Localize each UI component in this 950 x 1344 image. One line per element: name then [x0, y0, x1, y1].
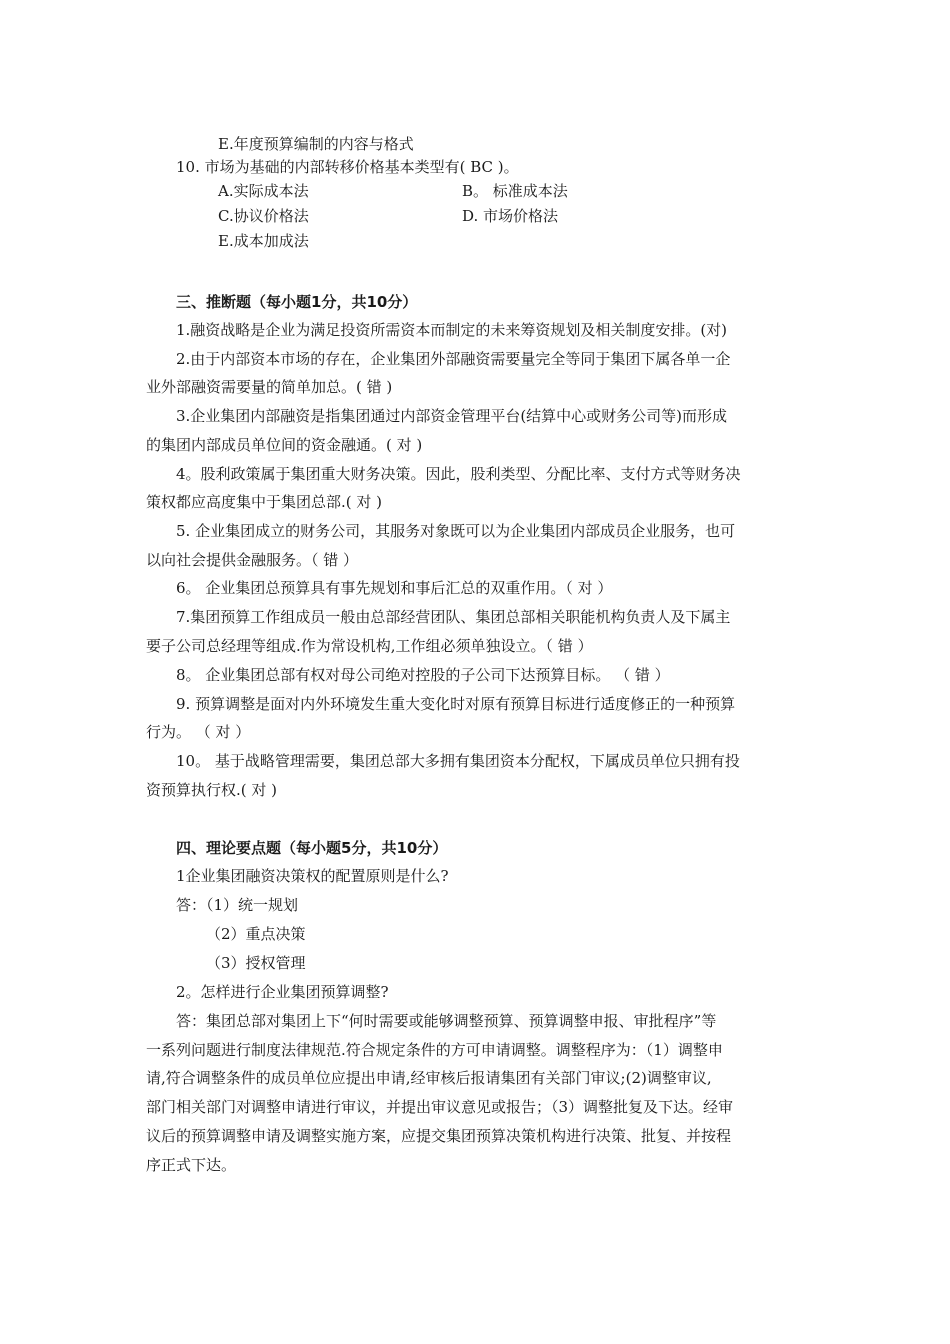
section3-line: 要子公司总经理等组成.作为常设机构,工作组必须单独设立。（ 错 ） — [146, 637, 593, 655]
section3-line: 9. 预算调整是面对内外环境发生重大变化时对原有预算目标进行适度修正的一种预算 — [176, 695, 736, 713]
section4-line: 部门相关部门对调整申请进行审议，并提出审议意见或报告；（3）调整批复及下达。经审 — [146, 1098, 734, 1116]
section3-line: 的集团内部成员单位间的资金融通。( 对 ) — [146, 436, 423, 454]
section3-line: 6。 企业集团总预算具有事先规划和事后汇总的双重作用。（ 对 ） — [176, 579, 613, 597]
q10-stem: 10. 市场为基础的内部转移价格基本类型有( BC )。 — [176, 158, 519, 176]
q10-option-c: C.协议价格法 — [218, 207, 309, 225]
section3-line: 策权都应高度集中于集团总部.( 对 ) — [146, 493, 383, 511]
q10-option-b: B。 标准成本法 — [462, 182, 568, 200]
section3-line: 7.集团预算工作组成员一般由总部经营团队、集团总部相关职能机构负责人及下属主 — [176, 608, 731, 626]
section4-line: 答：（1）统一规划 — [176, 896, 299, 914]
section3-line: 10。 基于战略管理需要，集团总部大多拥有集团资本分配权，下属成员单位只拥有投 — [176, 752, 740, 770]
q9-option-e: E.年度预算编制的内容与格式 — [218, 135, 414, 153]
q10-option-e: E.成本加成法 — [218, 232, 309, 250]
section4-line: 答：集团总部对集团上下“何时需要或能够调整预算、预算调整申报、审批程序”等 — [176, 1012, 717, 1030]
section4-line: （2）重点决策 — [206, 925, 306, 943]
section4-line: （3）授权管理 — [206, 954, 306, 972]
section3-line: 3.企业集团内部融资是指集团通过内部资金管理平台(结算中心或财务公司等)而形成 — [176, 407, 728, 425]
section4-line: 议后的预算调整申请及调整实施方案，应提交集团预算决策机构进行决策、批复、并按程 — [146, 1127, 732, 1145]
section3-line: 1.融资战略是企业为满足投资所需资本而制定的未来筹资规划及相关制度安排。(对) — [176, 321, 728, 339]
section4-line: 序正式下达。 — [146, 1156, 237, 1174]
section4-line: 一系列问题进行制度法律规范.符合规定条件的方可申请调整。调整程序为：（1）调整申 — [146, 1041, 723, 1059]
section3-heading: 三、推断题（每小题1分，共10分） — [176, 293, 418, 311]
section3-line: 8。 企业集团总部有权对母公司绝对控股的子公司下达预算目标。 （ 错 ） — [176, 666, 670, 684]
section4-heading: 四、理论要点题（每小题5分，共10分） — [176, 839, 448, 857]
q10-option-a: A.实际成本法 — [218, 182, 309, 200]
section4-line: 2。怎样进行企业集团预算调整? — [176, 983, 389, 1001]
section3-line: 以向社会提供金融服务。（ 错 ） — [146, 551, 359, 569]
section3-line: 行为。 （ 对 ） — [146, 723, 251, 741]
section4-line: 请,符合调整条件的成员单位应提出申请,经审核后报请集团有关部门审议;(2)调整审议, — [146, 1069, 712, 1087]
q10-option-d: D. 市场价格法 — [462, 207, 559, 225]
section3-line: 业外部融资需要量的简单加总。( 错 ) — [146, 378, 393, 396]
section3-line: 4。股利政策属于集团重大财务决策。因此，股利类型、分配比率、支付方式等财务决 — [176, 465, 741, 483]
section3-line: 资预算执行权.( 对 ) — [146, 781, 278, 799]
section4-line: 1企业集团融资决策权的配置原则是什么? — [176, 867, 449, 885]
section3-line: 2.由于内部资本市场的存在，企业集团外部融资需要量完全等同于集团下属各单一企 — [176, 350, 731, 368]
section3-line: 5. 企业集团成立的财务公司，其服务对象既可以为企业集团内部成员企业服务，也可 — [176, 522, 736, 540]
